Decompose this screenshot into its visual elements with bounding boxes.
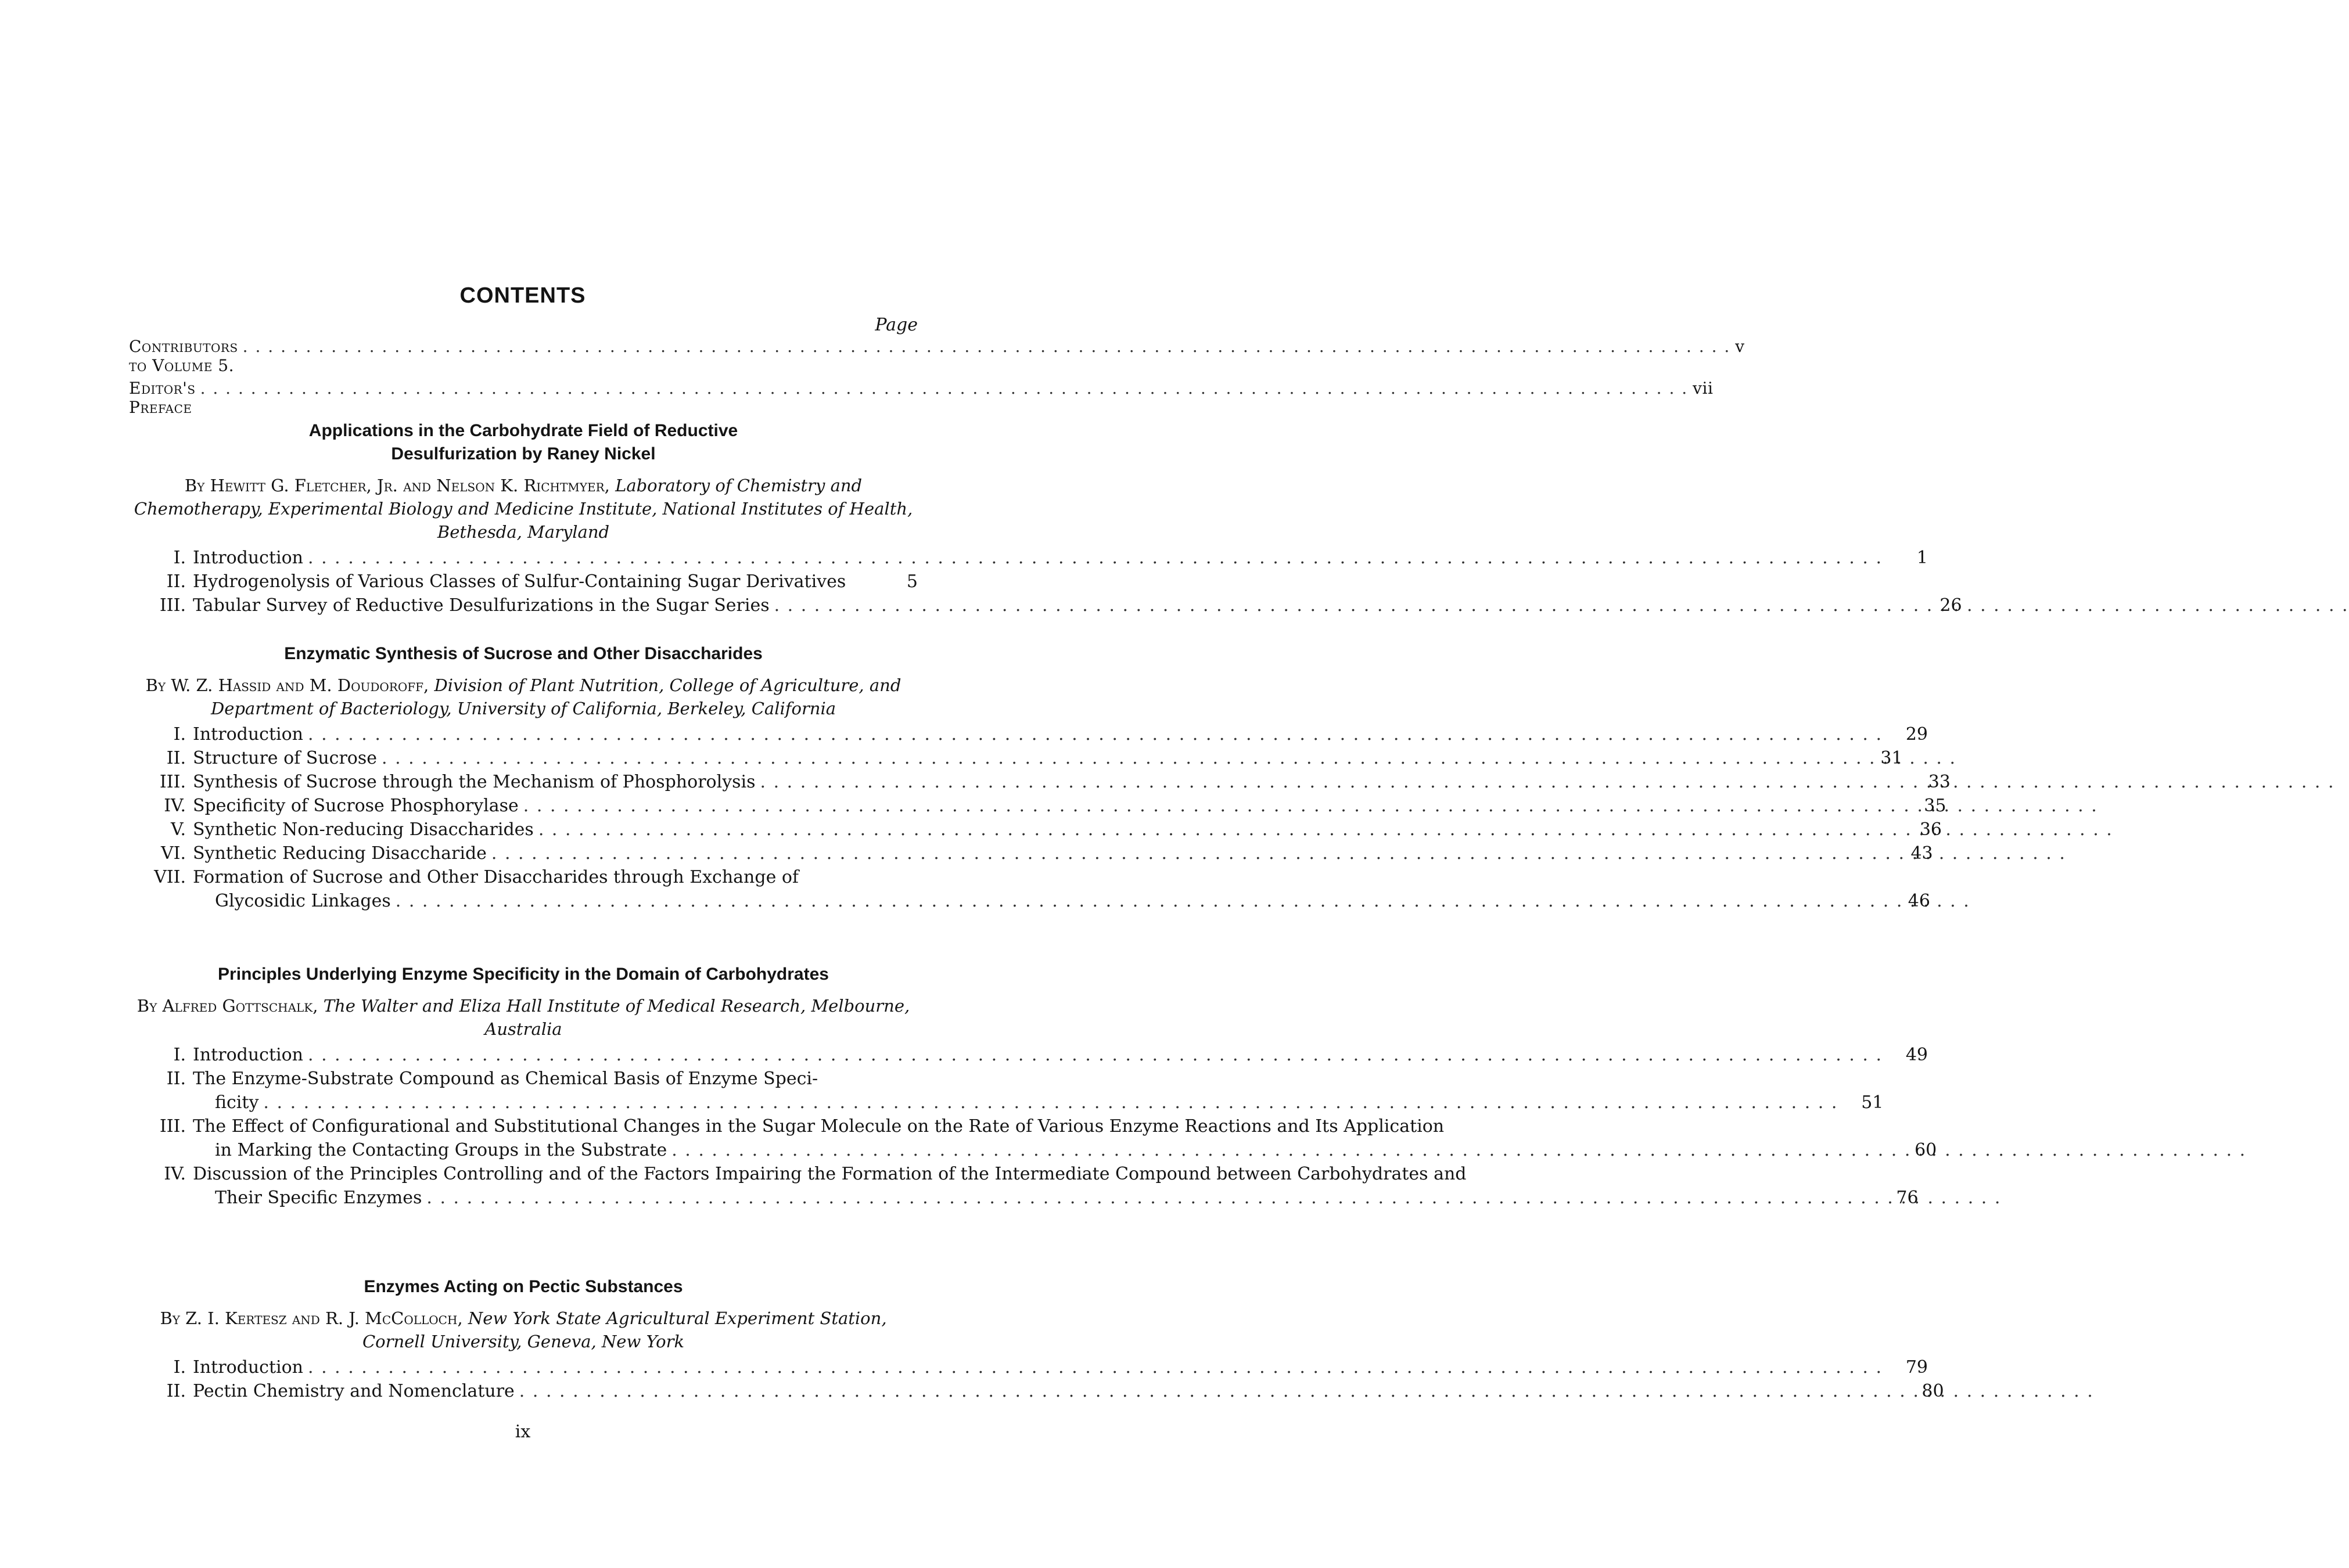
entry-number: III. bbox=[159, 1116, 186, 1137]
entry-number: III. bbox=[159, 595, 186, 616]
entry-text: Tabular Survey of Reductive Desulfurizations in the Sugar Series bbox=[193, 595, 770, 616]
chapter-raney-nickel bbox=[129, 419, 1962, 617]
entry-number: I. bbox=[173, 548, 186, 568]
toc-entry[interactable] bbox=[129, 1379, 1944, 1403]
entry-page: 76 bbox=[1896, 1188, 1919, 1208]
toc-entry[interactable] bbox=[129, 818, 1942, 841]
toc-entry[interactable] bbox=[129, 1355, 1928, 1379]
chapter-pectic-enzymes bbox=[129, 1275, 1944, 1403]
page-title: CONTENTS bbox=[459, 283, 586, 308]
entry-page: 1 bbox=[1916, 548, 1928, 568]
leader-dots bbox=[382, 746, 1956, 770]
chapter-byline bbox=[129, 994, 918, 1041]
entry-text: Synthesis of Sucrose through the Mechanism of Phosphorolysis bbox=[193, 772, 756, 792]
entry-text: Synthetic Reducing Disaccharide bbox=[193, 843, 487, 864]
chapter-authors: By Z. I. Kertesz and R. J. McColloch, bbox=[160, 1308, 463, 1328]
leader-dots bbox=[243, 337, 1731, 356]
leader-dots bbox=[308, 722, 1883, 746]
entry-number: VI. bbox=[160, 843, 186, 864]
chapter-byline bbox=[129, 474, 918, 544]
chapter-title-line: Applications in the Carbohydrate Field of Reductive bbox=[308, 421, 738, 440]
entry-text: Synthetic Non-reducing Disaccharides bbox=[193, 819, 534, 840]
chapter-title-line: Desulfurization by Raney Nickel bbox=[391, 444, 656, 463]
entry-text: Glycosidic Linkages bbox=[215, 891, 391, 911]
leader-dots bbox=[671, 1138, 2246, 1162]
leader-dots bbox=[308, 1043, 1883, 1067]
entry-number: II. bbox=[166, 748, 186, 768]
leader-dots bbox=[263, 1091, 1838, 1114]
entry-text: Introduction bbox=[193, 724, 303, 745]
leader-dots bbox=[396, 889, 1970, 913]
chapter-sucrose-synthesis bbox=[129, 642, 1951, 913]
chapter-enzyme-specificity bbox=[129, 963, 1937, 1210]
chapter-byline bbox=[129, 1307, 918, 1353]
entry-page: 51 bbox=[1861, 1092, 1884, 1113]
entry-text: Their Specific Enzymes bbox=[215, 1188, 422, 1208]
entry-page: 31 bbox=[1880, 748, 1903, 768]
toc-entry[interactable] bbox=[129, 1162, 1919, 1210]
entry-page: 49 bbox=[1905, 1045, 1928, 1065]
entry-text-lead: The Enzyme-Substrate Compound as Chemical Basis of Enzyme Speci- bbox=[193, 1069, 818, 1089]
chapter-title-line: Enzymes Acting on Pectic Substances bbox=[364, 1277, 683, 1296]
leader-dots bbox=[308, 546, 1883, 570]
entry-text: in Marking the Contacting Groups in the Substrate bbox=[215, 1140, 667, 1160]
chapter-entries bbox=[129, 1355, 1944, 1403]
entry-page: 29 bbox=[1905, 724, 1928, 745]
chapter-authors: By Hewitt G. Fletcher, Jr. and Nelson K. Richtmyer, bbox=[184, 476, 610, 495]
front-matter-page: v bbox=[1735, 337, 1745, 356]
front-matter-label: Contributors to Volume 5. bbox=[129, 337, 238, 375]
leader-dots bbox=[200, 379, 1689, 398]
entry-page: 36 bbox=[1919, 819, 1942, 840]
toc-entry[interactable] bbox=[129, 1067, 1884, 1114]
entry-text: Hydrogenolysis of Various Classes of Sulfur-Containing Sugar Derivatives bbox=[193, 571, 846, 592]
entry-page: 80 bbox=[1921, 1381, 1944, 1401]
entry-page: 26 bbox=[1939, 595, 1962, 616]
toc-entry[interactable] bbox=[129, 1043, 1928, 1067]
entry-text-lead: Formation of Sucrose and Other Disaccharides through Exchange of bbox=[193, 867, 799, 887]
toc-entry[interactable] bbox=[129, 546, 1928, 570]
chapter-authors: By W. Z. Hassid and M. Doudoroff, bbox=[145, 675, 429, 695]
entry-number: II. bbox=[166, 1069, 186, 1089]
toc-entry[interactable] bbox=[129, 570, 918, 594]
leader-dots bbox=[523, 794, 2098, 818]
entry-text-lead: The Effect of Configurational and Substitutional Changes in the Sugar Molecule on the Rate of Various Enzyme Reactions and Its Application bbox=[193, 1116, 1445, 1137]
leader-dots bbox=[774, 594, 2349, 617]
leader-dots bbox=[538, 818, 2113, 841]
entry-text: Introduction bbox=[193, 1045, 303, 1065]
leader-dots bbox=[426, 1186, 2001, 1210]
chapter-byline bbox=[129, 674, 918, 720]
entry-number: III. bbox=[159, 772, 186, 792]
entry-text-lead: Discussion of the Principles Controlling and of the Factors Impairing the Formation of the Intermediate Compound between Carbohydrates and bbox=[193, 1164, 1467, 1184]
chapter-title bbox=[129, 963, 918, 986]
entry-number: I. bbox=[173, 1045, 186, 1065]
chapter-affiliation: The Walter and Eliza Hall Institute of Medical Research, Melbourne, Australia bbox=[323, 996, 910, 1039]
entry-number: IV. bbox=[164, 796, 186, 816]
toc-entry[interactable] bbox=[129, 770, 1951, 794]
leader-dots bbox=[760, 770, 2335, 794]
chapter-title bbox=[129, 642, 918, 666]
chapter-entries bbox=[129, 546, 1962, 617]
entry-page: 79 bbox=[1905, 1357, 1928, 1378]
entry-page: 5 bbox=[906, 571, 918, 592]
entry-number: I. bbox=[173, 724, 186, 745]
entry-page: 43 bbox=[1910, 843, 1933, 864]
entry-number: V. bbox=[171, 819, 186, 840]
toc-entry[interactable] bbox=[129, 746, 1903, 770]
chapter-title bbox=[129, 1275, 918, 1299]
front-matter-contributors[interactable] bbox=[129, 337, 1745, 375]
entry-text: ficity bbox=[215, 1092, 259, 1113]
page-number: ix bbox=[515, 1422, 531, 1442]
entry-number: VII. bbox=[154, 867, 186, 887]
entry-text: Structure of Sucrose bbox=[193, 748, 378, 768]
entry-number: II. bbox=[166, 571, 186, 592]
chapter-title-line: Enzymatic Synthesis of Sucrose and Other Disaccharides bbox=[284, 644, 763, 663]
toc-entry[interactable] bbox=[129, 841, 1933, 865]
leader-dots bbox=[491, 841, 2066, 865]
front-matter-page: vii bbox=[1693, 379, 1714, 398]
chapter-affiliation: Division of Plant Nutrition, College of Agriculture, and Department of Bacteriology, University of California, Berkeley, California bbox=[210, 675, 901, 718]
chapter-affiliation: Laboratory of Chemistry and Chemotherapy, Experimental Biology and Medicine Institute, National Institutes of Health, Bethesda, Maryland bbox=[134, 476, 913, 542]
chapter-affiliation: New York State Agricultural Experiment Station, Cornell University, Geneva, New York bbox=[362, 1308, 887, 1351]
page-column-label: Page bbox=[875, 315, 918, 335]
chapter-title bbox=[129, 419, 918, 466]
toc-entry[interactable] bbox=[129, 594, 1962, 617]
front-matter-label: Editor's Preface bbox=[129, 379, 196, 417]
chapter-authors: By Alfred Gottschalk, bbox=[137, 996, 318, 1016]
entry-number: I. bbox=[173, 1357, 186, 1378]
chapter-title-line: Principles Underlying Enzyme Specificity in the Domain of Carbohydrates bbox=[218, 965, 829, 984]
entry-text: Introduction bbox=[193, 548, 303, 568]
front-matter-preface[interactable] bbox=[129, 379, 1714, 417]
chapter-entries bbox=[129, 1043, 1937, 1210]
toc-entry[interactable] bbox=[129, 722, 1928, 746]
leader-dots bbox=[308, 1355, 1883, 1379]
entry-number: II. bbox=[166, 1381, 186, 1401]
chapter-entries bbox=[129, 722, 1951, 913]
entry-text: Specificity of Sucrose Phosphorylase bbox=[193, 796, 519, 816]
entry-text: Pectin Chemistry and Nomenclature bbox=[193, 1381, 515, 1401]
entry-text: Introduction bbox=[193, 1357, 303, 1378]
entry-page: 60 bbox=[1915, 1140, 1937, 1160]
entry-page: 35 bbox=[1924, 796, 1946, 816]
leader-dots bbox=[519, 1379, 2094, 1403]
entry-number: IV. bbox=[164, 1164, 186, 1184]
toc-entry[interactable] bbox=[129, 865, 1930, 913]
entry-page: 46 bbox=[1908, 891, 1930, 911]
toc-entry[interactable] bbox=[129, 794, 1946, 818]
entry-page: 33 bbox=[1928, 772, 1951, 792]
toc-entry[interactable] bbox=[129, 1114, 1937, 1162]
